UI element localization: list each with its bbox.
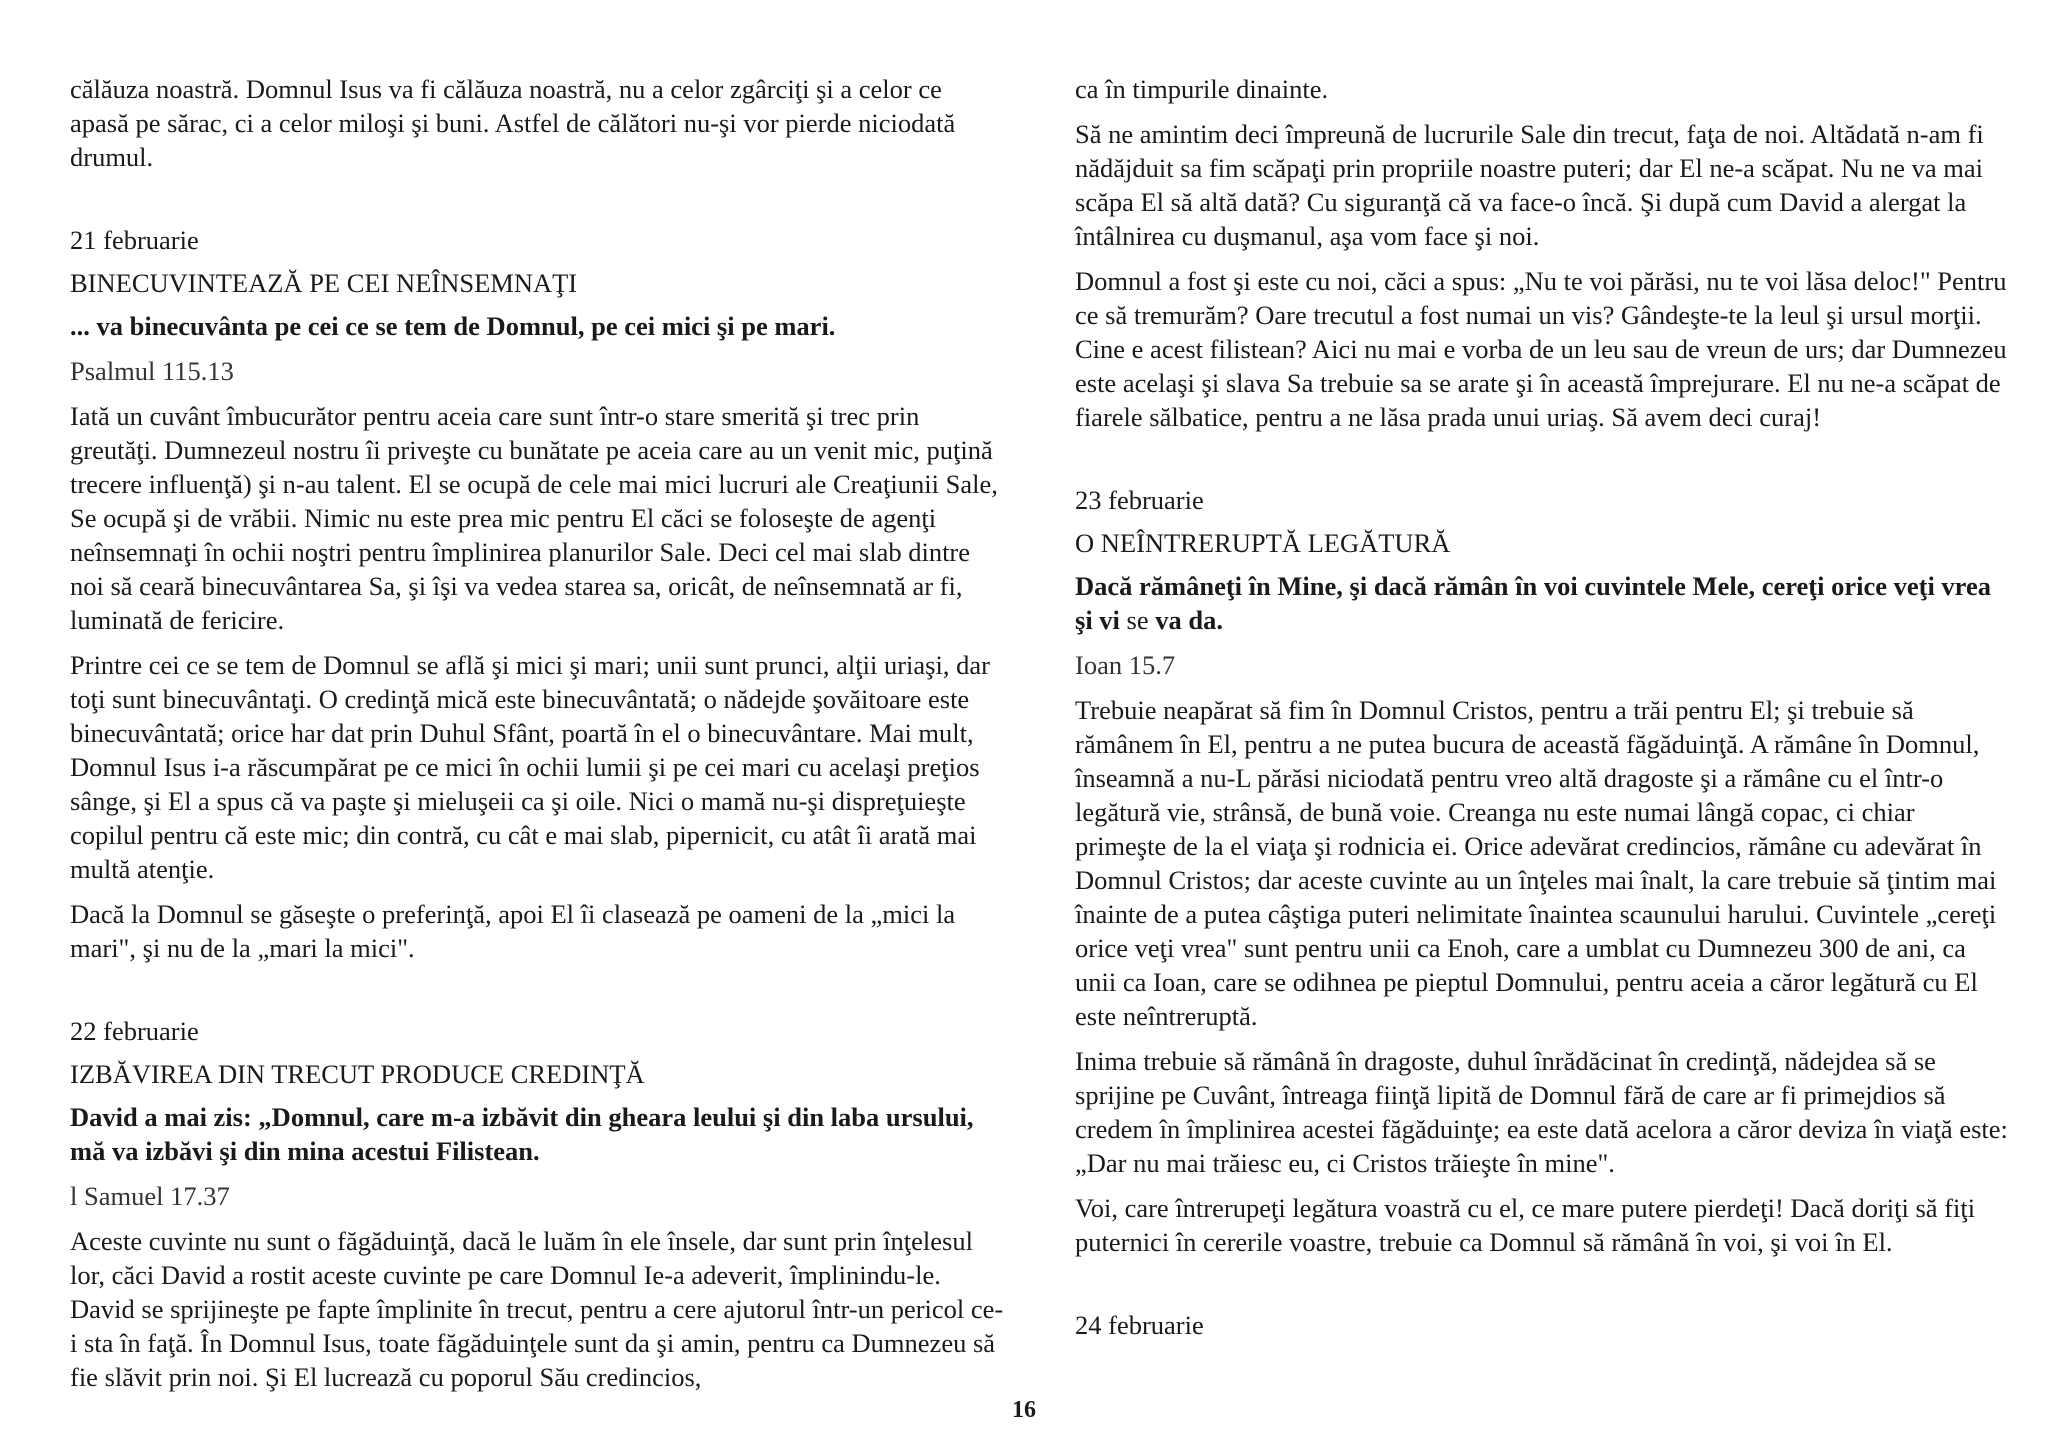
verse-text: Dacă rămâneţi în Mine, şi dacă rămân în voi cuvintele Mele, cereţi orice veţi vrea şi vi	[1075, 571, 1991, 635]
page-number: 16	[1012, 1397, 1036, 1423]
entry-title: BINECUVINTEAZĂ PE CEI NEÎNSEMNAŢI	[70, 268, 578, 298]
bible-verse	[1075, 569, 2010, 637]
bible-verse: David a mai zis: „Domnul, care m-a izbăvit din gheara leului şi din laba ursului, mă va izbăvi şi din mina acestui Filistean.	[70, 1102, 974, 1166]
verse-reference: Psalmul 115.13	[70, 356, 234, 386]
paragraph: Aceste cuvinte nu sunt o făgăduinţă, dacă le luăm în ele însele, dar sunt prin înţelesul lor, căci David a rostit aceste cuvinte pe care Domnul Ie-a adeverit, împlinindu-le. David se sprijineşte pe fapte împlinite în trecut, pentru a cere ajutorul într-un pericol ce-i sta în faţă. În Domnul Isus, toate făgăduinţele sunt da şi amin, pentru ca Dumnezeu să fie slăvit prin noi. Şi El lucrează cu poporul Său credincios,	[70, 1226, 1004, 1392]
entry-title: IZBĂVIREA DIN TRECUT PRODUCE CREDINŢĂ	[70, 1059, 645, 1089]
paragraph: Iată un cuvânt îmbucurător pentru aceia care sunt într-o stare smerită şi trec prin greutăţi. Dumnezeul nostru îi priveşte cu bunătate pe aceia care au un venit mic, puţină trecere influenţă) şi n-au talent. El se ocupă de cele mai mici lucruri ale Creaţiunii Sale, Se ocupă şi de vrăbii. Nimic nu este prea mic pentru El căci se foloseşte de agenţi neînsemnaţi în ochii noştri pentru împlinirea planurilor Sale. Deci cel mai slab dintre noi să ceară binecuvântarea Sa, şi îşi va vedea starea sa, oricât, de neînsemnată ar fi, luminată de fericire.	[70, 401, 998, 635]
entry-date: 23 februarie	[1075, 485, 1204, 515]
entry-date: 22 februarie	[70, 1016, 199, 1046]
verse-text-normal: se	[1126, 605, 1149, 635]
paragraph: ca în timpurile dinainte.	[1075, 74, 1329, 104]
entry-title: O NEÎNTRERUPTĂ LEGĂTURĂ	[1075, 528, 1451, 558]
left-column	[70, 72, 1005, 1405]
verse-text: va da.	[1148, 605, 1223, 635]
paragraph: Inima trebuie să rămână în dragoste, duhul înrădăcinat în credinţă, nădejdea să se sprijine pe Cuvânt, întreaga fiinţă lipită de Domnul fără de care ar fi primejdios să credem în împlinirea acestei făgăduinţe; ea este dată acelora a căror deviza în viaţă este: „Dar nu mai trăiesc eu, ci Cristos trăieşte în mine".	[1075, 1046, 2008, 1178]
entry-date: 21 februarie	[70, 225, 199, 255]
paragraph: Printre cei ce se tem de Domnul se află şi mici şi mari; unii sunt prunci, alţii uriaşi, dar toţi sunt binecuvântaţi. O credinţă mică este binecuvântată; o nădejde şovăitoare este binecuvântată; orice har dat prin Duhul Sfânt, poartă în el o binecuvântare. Mai mult, Domnul Isus i-a răscumpărat pe ce mici în ochii lumii şi pe cei mari cu acelaşi preţios sânge, şi El a spus că va paşte şi mieluşeii ca şi oile. Nici o mamă nu-şi dispreţuieşte copilul pentru că este mic; din contră, cu cât e mai slab, pipernicit, cu atât îi arată mai multă atenţie.	[70, 650, 990, 884]
paragraph: Dacă la Domnul se găseşte o preferinţă, apoi El îi clasează pe oameni de la „mici la mari", şi nu de la „mari la mici".	[70, 899, 956, 963]
right-column	[1075, 72, 2010, 1351]
paragraph: Trebuie neapărat să fim în Domnul Cristos, pentru a trăi pentru El; şi trebuie să rămânem în El, pentru a ne putea bucura de această făgăduinţă. A rămâne în Domnul, înseamnă a nu-L părăsi niciodată pentru vreo altă dragoste şi a rămâne cu el într-o legătură vie, strânsă, de bună voie. Creanga nu este numai lângă copac, ci chiar primeşte de la el viaţa şi rodnicia ei. Orice adevărat credincios, rămâne cu adevărat în Domnul Cristos; dar aceste cuvinte au un înţeles mai înalt, la care trebuie să ţintim mai înainte de a putea câştiga puteri nelimitate înaintea scaunului harului. Cuvintele „cereţi orice veţi vrea" sunt pentru unii ca Enoh, care a umblat cu Dumnezeu 300 de ani, ca unii ca Ioan, care se odihnea pe pieptul Domnului, pentru aceia a căror legătură cu El este neîntreruptă.	[1075, 695, 1997, 1031]
paragraph: Voi, care întrerupeţi legătura voastră cu el, ce mare putere pierdeţi! Dacă doriţi să fiţi puternici în cererile voastre, trebuie ca Domnul să rămână în voi, şi voi în El.	[1075, 1193, 1976, 1257]
verse-reference: l Samuel 17.37	[70, 1181, 230, 1211]
paragraph: Să ne amintim deci împreună de lucrurile Sale din trecut, faţa de noi. Altădată n-am fi nădăjduit sa fim scăpaţi prin propriile noastre puteri; dar El ne-a scăpat. Nu ne va mai scăpa El să altă dată? Cu siguranţă că va face-o încă. Şi după cum David a alergat la întâlnirea cu duşmanul, aşa vom face şi noi.	[1075, 119, 1984, 251]
bible-verse: ... va binecuvânta pe cei ce se tem de Domnul, pe cei mici şi pe mari.	[70, 311, 836, 341]
paragraph: Domnul a fost şi este cu noi, căci a spus: „Nu te voi părăsi, nu te voi lăsa deloc!" Pentru ce să tremurăm? Oare trecutul a fost numai un vis? Gândeşte-te la leul şi ursul morţii. Cine e acest filistean? Aici nu mai e vorba de un leu sau de vreun de urs; dar Dumnezeu este acelaşi şi slava Sa trebuie sa se arate şi în această împrejurare. El nu ne-a scăpat de fiarele sălbatice, pentru a ne lăsa prada unui uriaş. Să avem deci curaj!	[1075, 266, 2007, 432]
verse-reference: Ioan 15.7	[1075, 650, 1176, 680]
paragraph: călăuza noastră. Domnul Isus va fi călăuza noastră, nu a celor zgârciţi şi a celor ce apasă pe sărac, ci a celor miloşi şi buni. Astfel de călători nu-şi vor pierde niciodată drumul.	[70, 74, 956, 172]
entry-date: 24 februarie	[1075, 1310, 1204, 1340]
